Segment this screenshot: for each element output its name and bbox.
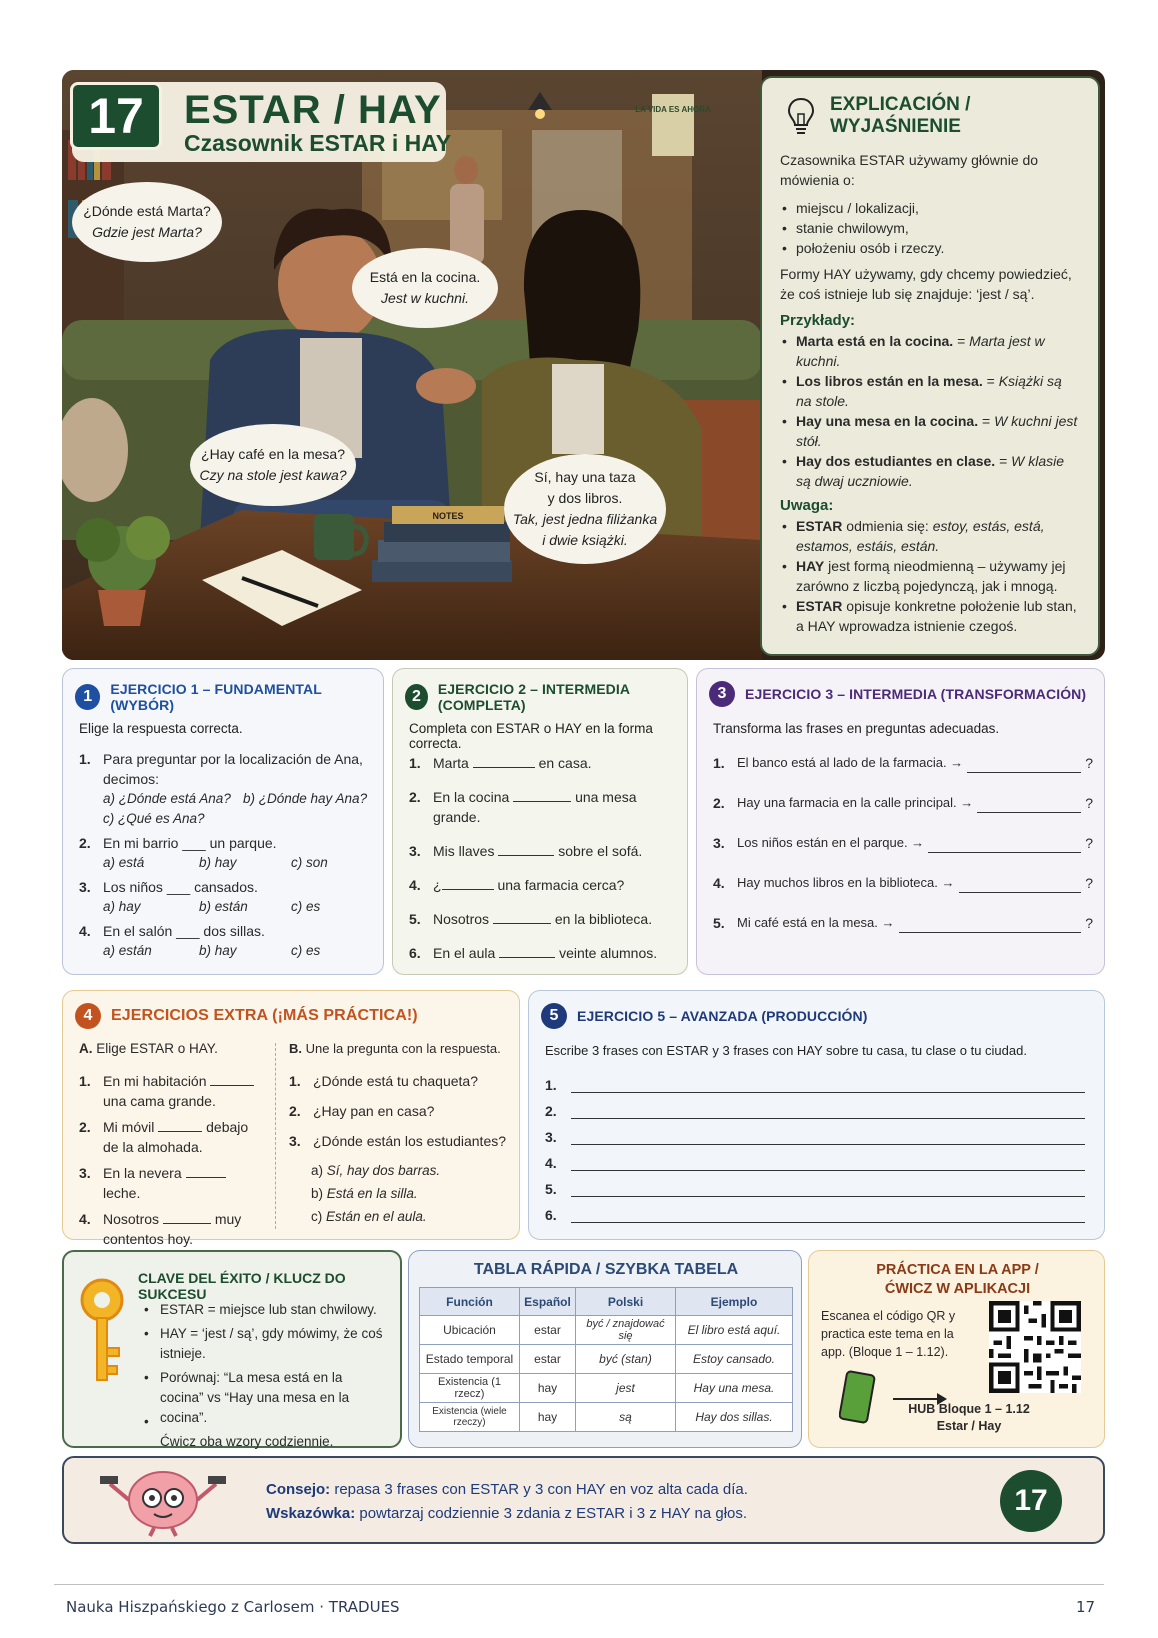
illustration-scene	[62, 70, 762, 660]
option[interactable]: b) hay	[199, 855, 237, 870]
option[interactable]: c) ¿Qué es Ana?	[103, 811, 205, 826]
table-cell: estar	[520, 1345, 576, 1374]
exercise-4-title: EJERCICIOS EXTRA (¡MÁS PRÁCTICA!)	[111, 1007, 418, 1024]
bubble-3-pl: Czy na stole jest kawa?	[199, 467, 347, 483]
exercise-2-number: 2	[405, 684, 428, 710]
books	[372, 506, 512, 582]
speech-bubble-1	[72, 182, 222, 262]
hay-explanation: Formy HAY używamy, gdy chcemy powiedzieć, że coś istnieje lub się znajduje: ‘jest / są’.	[780, 266, 1072, 302]
footer-text: Nauka Hiszpańskiego z Carlosem · TRADUES	[66, 1598, 400, 1616]
table-title: TABLA RÁPIDA / SZYBKA TABELA	[473, 1261, 739, 1278]
exercise-2-title: EJERCICIO 2 – INTERMEDIA (COMPLETA)	[437, 681, 630, 713]
option[interactable]: c) es	[291, 899, 321, 914]
table-cell: Existencia (1 rzecz)	[420, 1374, 520, 1403]
question-item: 3. En la nevera leche.	[79, 1163, 259, 1203]
exercise-3-card	[696, 668, 1105, 975]
table-cell: El libro está aquí.	[676, 1316, 793, 1345]
table-header: Español	[520, 1288, 576, 1316]
key-item: ESTAR = miejsce lub stan chwilowy.	[160, 1302, 377, 1317]
key-list	[144, 1300, 384, 1452]
exercise-4-number: 4	[75, 1003, 101, 1029]
part-b-heading: B. Une la pregunta con la respuesta.	[289, 1041, 501, 1056]
table-cell: Hay dos sillas.	[676, 1403, 793, 1432]
answers-list	[311, 1159, 440, 1228]
option[interactable]: a) están	[103, 943, 152, 958]
option[interactable]: a) ¿Dónde está Ana?	[103, 791, 231, 806]
answer-line[interactable]	[571, 1183, 1085, 1197]
key-item: HAY = ‘jest / są’, gdy mówimy, że coś istnieje.	[160, 1326, 383, 1361]
answer-blank[interactable]	[513, 788, 571, 802]
answer-line[interactable]	[977, 799, 1081, 813]
explanation-panel	[760, 76, 1100, 656]
note-item: • ESTAR opisuje konkretne położenie lub stan, a HAY wprowadza istnienie czegoś.	[780, 596, 1080, 636]
writing-line: 2.	[545, 1093, 1085, 1119]
question-item: 1. Marta en casa.	[409, 755, 592, 771]
option[interactable]: a) hay	[103, 899, 141, 914]
exercise-3-list	[713, 753, 1093, 933]
key-item: Porównaj: “La mesa está en la cocina” vs “Hay una mesa en la cocina”.	[160, 1370, 350, 1425]
exercise-2-instruction: Completa con ESTAR o HAY en la forma correcta.	[409, 721, 653, 751]
use-item: • stanie chwilowym,	[780, 218, 1080, 238]
bubble-4-pl-1: Tak, jest jedna filiżanka	[512, 511, 658, 527]
question-item: 1. En mi habitación una cama grande.	[79, 1071, 259, 1111]
note-label: Uwaga:	[780, 497, 834, 514]
question-item: 2. En la cocina una mesa grande.	[409, 789, 637, 825]
table-header: Polski	[576, 1288, 676, 1316]
uses-list	[780, 198, 1080, 258]
answer-option[interactable]: b) Está en la silla.	[311, 1186, 418, 1201]
note-item: • HAY jest formą nieodmienną – używamy jej zarówno z liczbą pojedynczą, jak i mnogą.	[780, 556, 1080, 596]
question-item: 3. Los niños están en el parque. → ?	[713, 835, 1093, 851]
speech-bubble-2	[352, 248, 498, 328]
part-b-list	[289, 1071, 509, 1151]
exercise-extra-card	[62, 990, 520, 1247]
table-cell: Ubicación	[420, 1316, 520, 1345]
page-badge: 17	[1000, 1470, 1062, 1532]
table-row	[420, 1316, 793, 1345]
table-row	[420, 1345, 793, 1374]
question-item: 1. Para preguntar por la localización de Ana, decimos: a) ¿Dónde está Ana? b) ¿Dónde hay Ana? c) ¿Qué es Ana?	[79, 749, 375, 829]
writing-line: 3.	[545, 1119, 1085, 1145]
table-header: Ejemplo	[676, 1288, 793, 1316]
key-to-success-card: CLAVE DEL ÉXITO / KLUCZ DO SUKCESU ESTAR = miejsce lub stan chwilowy. HAY = ‘jest / są’, gdy mówimy, że coś istnieje. Porównaj: “La mesa está en la cocina” vs “Hay una mesa en la cocina”. Ćwicz oba wzory codziennie. • • • •	[62, 1250, 402, 1448]
divider	[275, 1043, 276, 1229]
answer-blank[interactable]	[499, 944, 555, 958]
bubble-1-pl: Gdzie jest Marta?	[92, 224, 202, 240]
table-cell: Existencia (wiele rzeczy)	[420, 1403, 520, 1432]
question-item: 1. El banco está al lado de la farmacia. → ?	[713, 755, 1093, 771]
answer-blank[interactable]	[498, 842, 554, 856]
page-subtitle: Czasownik ESTAR i HAY	[184, 130, 452, 156]
hub-label-2: Estar / Hay	[936, 1419, 1002, 1433]
explanation-title-1: EXPLICACIÓN /	[830, 94, 971, 115]
lesson-number-badge: 17	[70, 82, 162, 150]
table-cell: Estado temporal	[420, 1345, 520, 1374]
bubble-4-pl-2: i dwie książki.	[542, 532, 628, 548]
table-header: Función	[420, 1288, 520, 1316]
app-instruction: Escanea el código QR y practica este tema en la app. (Bloque 1 – 1.12).	[821, 1309, 956, 1359]
hub-label	[869, 1401, 1069, 1435]
question-item: 4. ¿ una farmacia cerca?	[409, 877, 625, 893]
writing-lines	[545, 1067, 1085, 1223]
question-item: 6. En el aula veinte alumnos.	[409, 945, 658, 961]
app-title-2: ĆWICZ W APLIKACJI	[884, 1281, 1031, 1297]
question-item: 4. Hay muchos libros en la biblioteca. → ?	[713, 875, 1093, 891]
brain-mascot-icon	[98, 1464, 228, 1538]
question-item: 2. Mi móvil debajo de la almohada.	[79, 1119, 249, 1155]
exercise-5-number: 5	[541, 1003, 567, 1029]
answer-line[interactable]	[571, 1105, 1085, 1119]
answer-line[interactable]	[571, 1209, 1085, 1223]
question-item: 4. Nosotros muy contentos hoy.	[79, 1211, 242, 1247]
lightbulb-icon	[786, 96, 816, 136]
app-title-1: PRÁCTICA EN LA APP /	[876, 1262, 1039, 1278]
table-cell: być (stan)	[576, 1345, 676, 1374]
answer-blank[interactable]	[158, 1118, 202, 1132]
question-item: 3. Los niños ___ cansados. a) hay b) están c) es	[79, 877, 375, 917]
exercise-3-number: 3	[709, 681, 735, 707]
bubble-2-pl: Jest w kuchni.	[381, 290, 469, 306]
answer-blank[interactable]	[210, 1072, 254, 1086]
question-item: 2. Hay una farmacia en la calle principal. → ?	[713, 795, 1093, 811]
table-cell: są	[576, 1403, 676, 1432]
speech-bubble-4	[504, 454, 666, 564]
question-item: 1. ¿Dónde está tu chaqueta?	[289, 1073, 479, 1089]
table-cell: Estoy cansado.	[676, 1345, 793, 1374]
writing-line: 6.	[545, 1197, 1085, 1223]
table-row	[420, 1403, 793, 1432]
option[interactable]: b) están	[199, 899, 248, 914]
bubble-4-es-2: y dos libros.	[547, 490, 623, 506]
table-cell: hay	[520, 1374, 576, 1403]
footer-divider	[54, 1584, 1104, 1585]
footer-page-number: 17	[1076, 1598, 1096, 1616]
question-item: 4. En el salón ___ dos sillas. a) están b) hay c) es	[79, 921, 375, 961]
answer-blank[interactable]	[473, 754, 535, 768]
part-a-heading: A. Elige ESTAR o HAY.	[79, 1041, 218, 1056]
question-item: 5. Mi café está en la mesa. → ?	[713, 915, 1093, 931]
question-item: 2. ¿Hay pan en casa?	[289, 1103, 435, 1119]
option[interactable]: c) es	[291, 943, 321, 958]
hub-label-1: HUB Bloque 1 – 1.12	[908, 1402, 1030, 1416]
answer-line[interactable]	[959, 879, 1082, 893]
question-item: 2. En mi barrio ___ un parque. a) está b) hay c) son	[79, 833, 375, 873]
app-practice-card	[808, 1250, 1105, 1448]
answer-blank[interactable]	[163, 1210, 211, 1224]
bubble-4-es-1: Sí, hay una taza	[534, 469, 636, 485]
app-title	[809, 1261, 1106, 1299]
key-icon	[72, 1274, 132, 1394]
bubble-3-es: ¿Hay café en la mesa?	[201, 446, 345, 462]
option[interactable]: b) ¿Dónde hay Ana?	[243, 791, 368, 806]
option[interactable]: b) hay	[199, 943, 237, 958]
exercise-2-card	[392, 668, 688, 975]
answer-line[interactable]	[967, 759, 1081, 773]
bubble-1-es: ¿Dónde está Marta?	[83, 203, 211, 219]
bubble-2-es: Está en la cocina.	[369, 269, 481, 285]
question-item: 3. ¿Dónde están los estudiantes?	[289, 1133, 507, 1149]
answer-line[interactable]	[899, 919, 1082, 933]
answer-line[interactable]	[928, 839, 1081, 853]
example-item: • Hay dos estudiantes en clase. = W klasie są dwaj uczniowie.	[780, 451, 1080, 491]
explanation-title-2: WYJAŚNIENIE	[830, 116, 961, 137]
writing-line: 5.	[545, 1171, 1085, 1197]
question-item: 3. Mis llaves sobre el sofá.	[409, 843, 643, 859]
exercise-3-instruction: Transforma las frases en preguntas adecuadas.	[713, 721, 1000, 736]
table-row	[420, 1374, 793, 1403]
table-cell: być / znajdować się	[576, 1316, 676, 1345]
exercise-5-title: EJERCICIO 5 – AVANZADA (PRODUCCIÓN)	[577, 1008, 868, 1024]
key-title: CLAVE DEL ÉXITO / KLUCZ DO SUKCESU	[138, 1270, 346, 1302]
tip-pl: Wskazówka: powtarzaj codziennie 3 zdania z ESTAR i 3 z HAY na głos.	[266, 1505, 748, 1522]
exercise-5-instruction: Escribe 3 frases con ESTAR y 3 frases con HAY sobre tu casa, tu clase o tu ciudad.	[545, 1043, 1027, 1058]
tip-text	[266, 1478, 748, 1526]
table-cell: Hay una mesa.	[676, 1374, 793, 1403]
page-title: ESTAR / HAY	[184, 88, 442, 132]
exercise-1-title: EJERCICIO 1 – FUNDAMENTAL (WYBÓR)	[110, 681, 322, 713]
qr-code[interactable]	[989, 1301, 1081, 1393]
answer-line[interactable]	[571, 1131, 1085, 1145]
exercise-2-list	[409, 753, 687, 963]
grammar-table	[419, 1287, 793, 1432]
tip-es: Consejo: repasa 3 frases con ESTAR y 3 con HAY en voz alta cada día.	[266, 1481, 748, 1498]
table-cell: hay	[520, 1403, 576, 1432]
example-item: • Hay una mesa en la cocina. = W kuchni jest stół.	[780, 411, 1080, 451]
explanation-intro: Czasownika ESTAR używamy głównie do mówienia o:	[780, 152, 1039, 188]
tip-bar	[62, 1456, 1105, 1544]
answer-option[interactable]: a) Sí, hay dos barras.	[311, 1163, 441, 1178]
examples-label: Przykłady:	[780, 312, 856, 329]
poster-text: LA VIDA ES AHORA	[635, 105, 711, 114]
poster	[652, 94, 694, 156]
book-label: NOTES	[432, 511, 464, 521]
answer-line[interactable]	[571, 1157, 1085, 1171]
notes-list	[780, 516, 1080, 636]
key-item: Ćwicz oba wzory codziennie.	[160, 1434, 334, 1449]
exercise-3-title: EJERCICIO 3 – INTERMEDIA (TRANSFORMACIÓN)	[745, 686, 1087, 702]
table-cell: jest	[576, 1374, 676, 1403]
part-a-list	[79, 1071, 259, 1249]
answer-line[interactable]	[571, 1079, 1085, 1093]
answer-option[interactable]: c) Están en el aula.	[311, 1209, 427, 1224]
exercise-5-card	[528, 990, 1105, 1240]
writing-line: 1.	[545, 1067, 1085, 1093]
exercise-1-card	[62, 668, 384, 975]
example-item: • Marta está en la cocina. = Marta jest w kuchni.	[780, 331, 1080, 371]
speech-bubble-3	[190, 424, 356, 506]
option[interactable]: c) son	[291, 855, 328, 870]
examples-list	[780, 331, 1080, 491]
exercise-1-instruction: Elige la respuesta correcta.	[79, 721, 243, 736]
exercise-1-number: 1	[75, 684, 100, 710]
example-item: • Los libros están en la mesa. = Książki są na stole.	[780, 371, 1080, 411]
writing-line: 4.	[545, 1145, 1085, 1171]
use-item: • miejscu / lokalizacji,	[780, 198, 1080, 218]
exercise-1-list	[79, 749, 375, 961]
table-cell: estar	[520, 1316, 576, 1345]
use-item: • położeniu osób i rzeczy.	[780, 238, 1080, 258]
mug	[314, 514, 354, 560]
question-item: 5. Nosotros en la biblioteca.	[409, 911, 653, 927]
answer-blank[interactable]	[442, 876, 494, 890]
answer-blank[interactable]	[493, 910, 551, 924]
note-item: • ESTAR odmienia się: estoy, estás, está, estamos, estáis, están.	[780, 516, 1080, 556]
answer-blank[interactable]	[186, 1164, 226, 1178]
option[interactable]: a) está	[103, 855, 145, 870]
quick-table-card	[408, 1250, 802, 1448]
